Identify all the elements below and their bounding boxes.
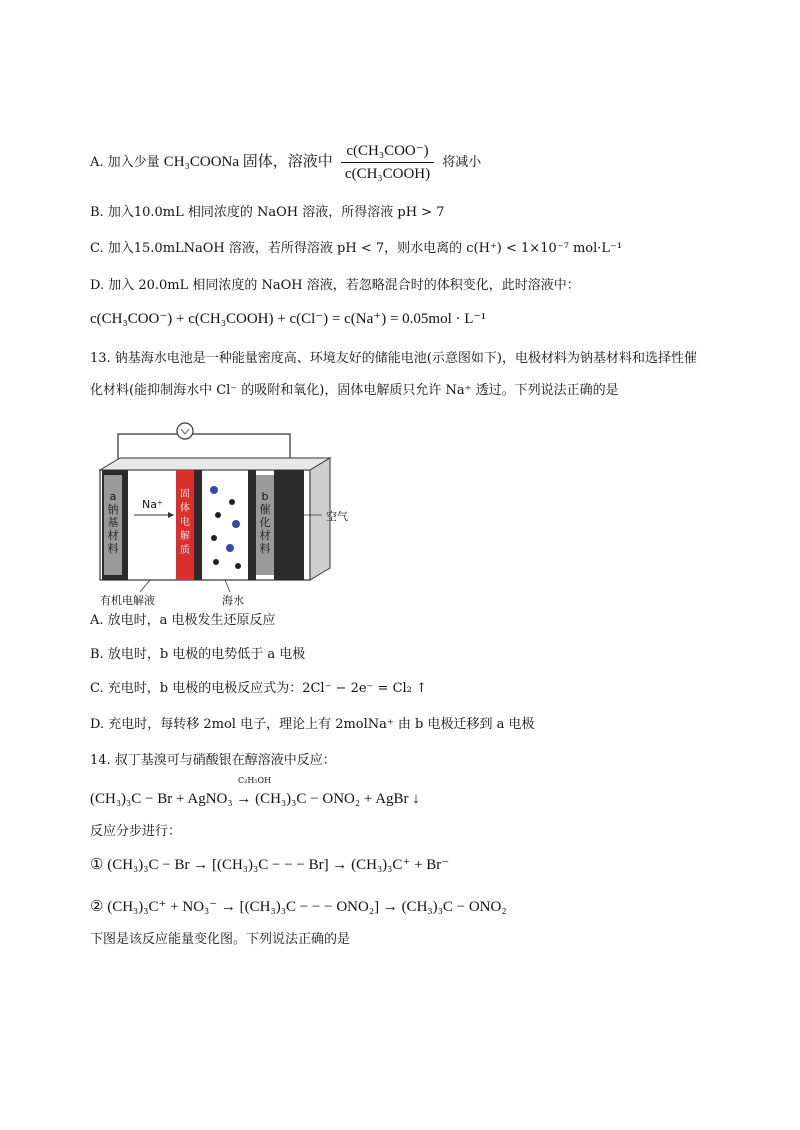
q12-option-d: D. 加入 20.0mL 相同浓度的 NaOH 溶液，若忽略混合时的体积变化，此时溶液中：	[90, 278, 580, 293]
q14-steps-label: 反应分步进行：	[90, 824, 182, 839]
q14-equation: (CH₃)₃C − Br + AgNO₃ → (CH₃)₃C − ONO₂ + AgBr ↓	[90, 791, 420, 807]
right-electrode-dark	[248, 470, 256, 580]
q13-option-a: A. 放电时，a 电极发生还原反应	[90, 613, 276, 628]
opt-a-suffix: 将减小	[442, 155, 482, 170]
q14-step2: ② (CH₃)₃C⁺ + NO₃⁻ → [(CH₃)₃C − − − ONO₂] → (CH₃)₃C − ONO₂	[90, 899, 507, 915]
na-ion-label: Na⁺	[142, 498, 163, 511]
seawater-label: 海水	[222, 594, 244, 607]
q14-closing: 下图是该反应能量变化图。下列说法正确的是	[90, 932, 351, 947]
ratio-numerator: c(CH₃COO⁻)	[341, 142, 434, 163]
q12-option-c: C. 加入15.0mLNaOH 溶液，若所得溶液 pH < 7，则水电离的 c(H⁺) < 1×10⁻⁷ mol·L⁻¹	[90, 241, 623, 256]
q12-option-a	[90, 142, 481, 183]
membrane-label: 固 体 电 解 质	[180, 489, 190, 556]
membrane-backing	[194, 470, 202, 580]
q14-step1: ① (CH₃)₃C − Br → [(CH₃)₃C − − − Br] → (CH₃)₃C⁺ + Br⁻	[90, 857, 450, 873]
q14-stem: 14. 叔丁基溴可与硝酸银在醇溶液中反应：	[90, 753, 336, 768]
concentration-ratio	[341, 142, 434, 183]
organic-electrolyte-label: 有机电解液	[100, 594, 155, 607]
right-electrode-label: b 催 化 材 料	[259, 490, 271, 555]
q13-stem-line1: 13. 钠基海水电池是一种能量密度高、环境友好的储能电池(示意图如下)，电极材料为钠基材料和选择性催	[90, 351, 697, 366]
right-electrode-backing	[274, 470, 304, 580]
ratio-denominator: c(CH₃COOH)	[344, 166, 431, 182]
air-label: 空气	[326, 510, 348, 523]
cell-top	[100, 458, 330, 470]
q13-option-b: B. 放电时，b 电极的电势低于 a 电极	[90, 647, 306, 662]
opt-a-salt: CH₃COONa 固体，溶液中	[163, 154, 333, 170]
opt-a-prefix: A. 加入少量	[90, 155, 160, 170]
left-electrode-label: a 钠 基 材 料	[107, 490, 119, 555]
q12-option-b: B. 加入10.0mL 相同浓度的 NaOH 溶液，所得溶液 pH > 7	[90, 205, 445, 220]
q13-stem-line2: 化材料(能抑制海水中 Cl⁻ 的吸附和氧化)，固体电解质只允许 Na⁺ 透过。下列说法正确的是	[90, 383, 619, 398]
light-bulb-icon	[177, 423, 193, 439]
q14-condition: C₂H₅OH	[238, 776, 272, 785]
q13-option-d: D. 充电时，每转移 2mol 电子，理论上有 2molNa⁺ 由 b 电极迁移到 a 电极	[90, 717, 535, 732]
q12-option-d-equation: c(CH₃COO⁻) + c(CH₃COOH) + c(Cl⁻) = c(Na⁺) = 0.05mol · L⁻¹	[90, 311, 486, 327]
battery-diagram	[90, 420, 390, 610]
q13-option-c: C. 充电时，b 电极的电极反应式为：2Cl⁻ − 2e⁻ = Cl₂ ↑	[90, 681, 427, 696]
